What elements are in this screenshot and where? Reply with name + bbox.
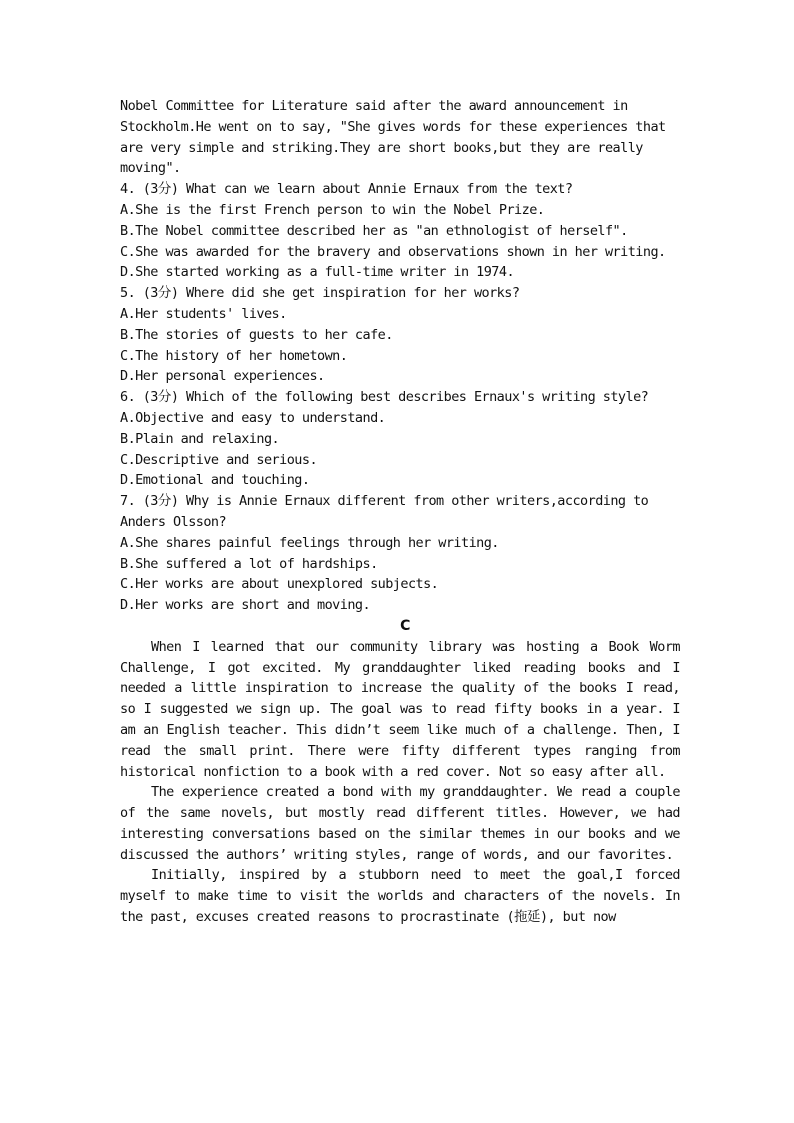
option-a: A.She shares painful feelings through her writing. [120,534,499,551]
option-a: A.She is the first French person to win the Nobel Prize. [120,201,545,218]
option-c: C.She was awarded for the bravery and observations shown in her writing. [120,243,666,260]
question-stem: 6. (3分) Which of the following best describes Ernaux's writing style? [120,389,649,406]
intro-paragraph: Nobel Committee for Literature said after the award announcement in Stockholm.He went on to say, "She gives words for these experiences that are very simple and striking.They are short books,but they are really moving". [120,98,666,177]
option-d: D.Her personal experiences. [120,368,325,385]
option-b: B.The stories of guests to her cafe. [120,326,393,343]
option-b: B.Plain and relaxing. [120,430,280,447]
option-d: D.She started working as a full-time writer in 1974. [120,264,515,281]
question-stem: 4. (3分) What can we learn about Annie Ernaux from the text? [120,181,573,198]
question-stem: 5. (3分) Where did she get inspiration for her works? [120,285,520,302]
option-b: B.She suffered a lot of hardships. [120,555,378,572]
option-d: D.Her works are short and moving. [120,597,371,614]
passage-paragraph-3: Initially, inspired by a stubborn need to meet the goal,I forced myself to make time to visit the worlds and characters of the novels. In the past, excuses created reasons to procrastinate (拖延), but now [120,867,680,926]
question-5 [120,283,680,387]
question-7 [120,491,680,616]
option-c: C.Her works are about unexplored subjects. [120,576,439,593]
option-b: B.The Nobel committee described her as "an ethnologist of herself". [120,222,628,239]
question-4 [120,179,680,283]
option-c: C.Descriptive and serious. [120,451,318,468]
question-6 [120,387,680,491]
question-stem: 7. (3分) Why is Annie Ernaux different from other writers,according to Anders Olsson? [120,493,649,530]
option-c: C.The history of her hometown. [120,347,348,364]
passage-paragraph-2: The experience created a bond with my granddaughter. We read a couple of the same novels, but mostly read different titles. However, we had interesting conversations based on the similar themes in our books and we discussed the authors’ writing styles, range of words, and our favorites. [120,784,680,863]
passage-paragraph-1: When I learned that our community library was hosting a Book Worm Challenge, I got excited. My granddaughter liked reading books and I needed a little inspiration to increase the quality of the books I read, so I suggested we sign up. The goal was to read fifty books in a year. I am an English teacher. This didn’t seem like much of a challenge. Then, I read the small print. There were fifty different types ranging from historical nonfiction to a book with a red cover. Not so easy after all. [120,638,680,780]
option-a: A.Objective and easy to understand. [120,409,386,426]
document-page [120,96,680,928]
option-d: D.Emotional and touching. [120,472,310,489]
section-c-title: C [400,617,410,634]
option-a: A.Her students' lives. [120,305,287,322]
